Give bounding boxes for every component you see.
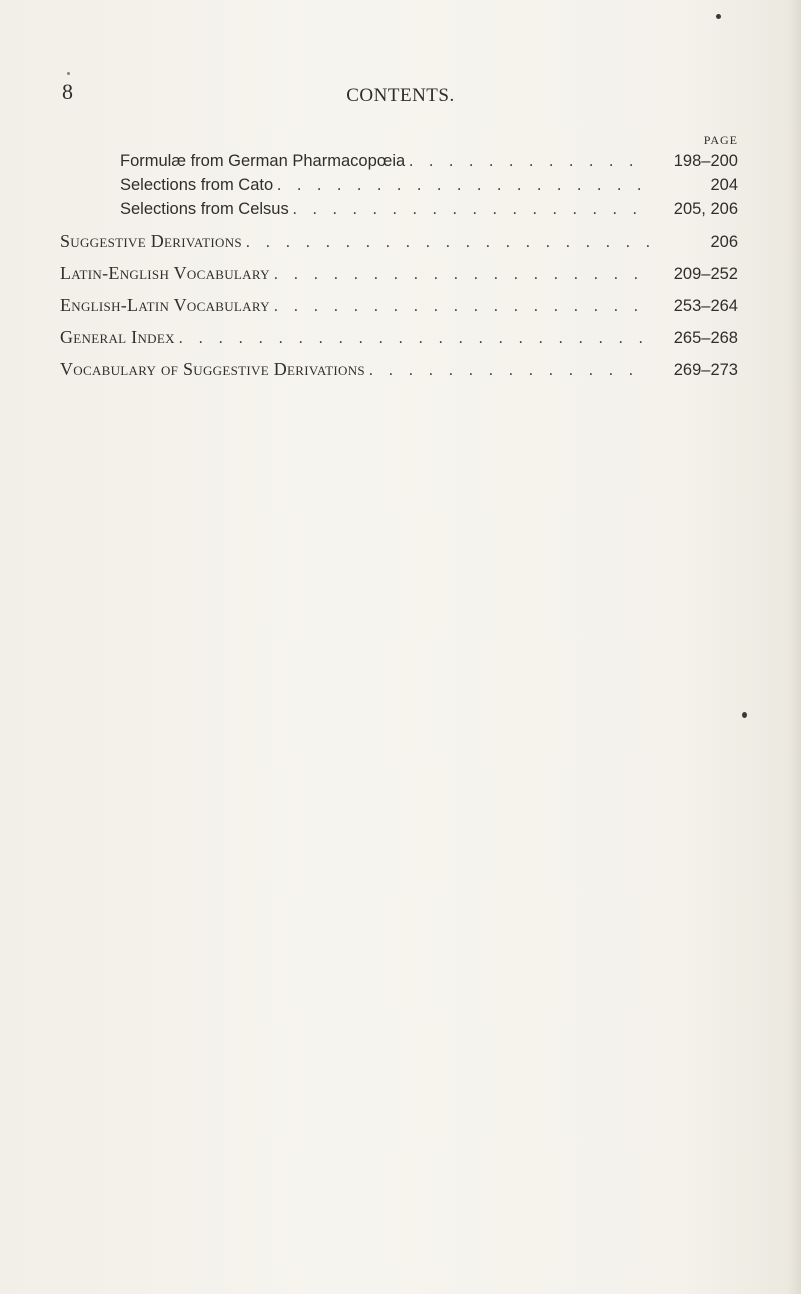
toc-entry-title: English-Latin Vocabulary [60,295,270,315]
toc-entry-pages: 265–268 [673,329,738,347]
dot-leader [293,198,650,222]
toc-entry-title: General Index [60,327,175,347]
toc-entry [60,149,738,173]
toc-entry [60,261,738,285]
toc-entry-pages: 253–264 [673,297,738,315]
toc-entry-pages: 206 [710,233,738,251]
toc-entry [60,293,738,317]
dot-leader [409,150,650,174]
dot-leader [246,231,650,255]
dot-leader [277,174,650,198]
toc-entry-pages: 198–200 [673,152,738,170]
toc-entry [60,197,738,221]
toc-entry-title: Vocabulary of Suggestive Derivations [60,359,365,379]
page-column-header: PAGE [703,133,738,147]
ink-speck [742,712,747,718]
toc-entry-title: Selections from Cato [120,176,274,194]
toc-entry [60,173,738,197]
toc-entry-pages: 204 [710,176,738,194]
dot-leader [369,359,650,383]
toc-entry-title: Selections from Celsus [120,200,289,218]
ink-speck [716,14,721,19]
toc-entry-title: Formulæ from German Pharmacopœia [120,152,406,170]
toc-entry [60,229,738,253]
table-of-contents [60,149,738,381]
toc-entry-pages: 205, 206 [673,200,738,218]
toc-entry [60,325,738,349]
page-number: 8 [62,79,73,104]
dot-leader [274,263,650,287]
toc-entry-pages: 269–273 [673,361,738,379]
ink-speck [67,72,70,75]
running-head: CONTENTS. [346,85,455,106]
page-edge-shadow [787,0,801,1294]
toc-entry [60,357,738,381]
toc-entry-title: Suggestive Derivations [60,231,242,251]
toc-entry-pages: 209–252 [673,265,738,283]
dot-leader [274,295,650,319]
dot-leader [179,327,650,351]
toc-entry-title: Latin-English Vocabulary [60,263,270,283]
